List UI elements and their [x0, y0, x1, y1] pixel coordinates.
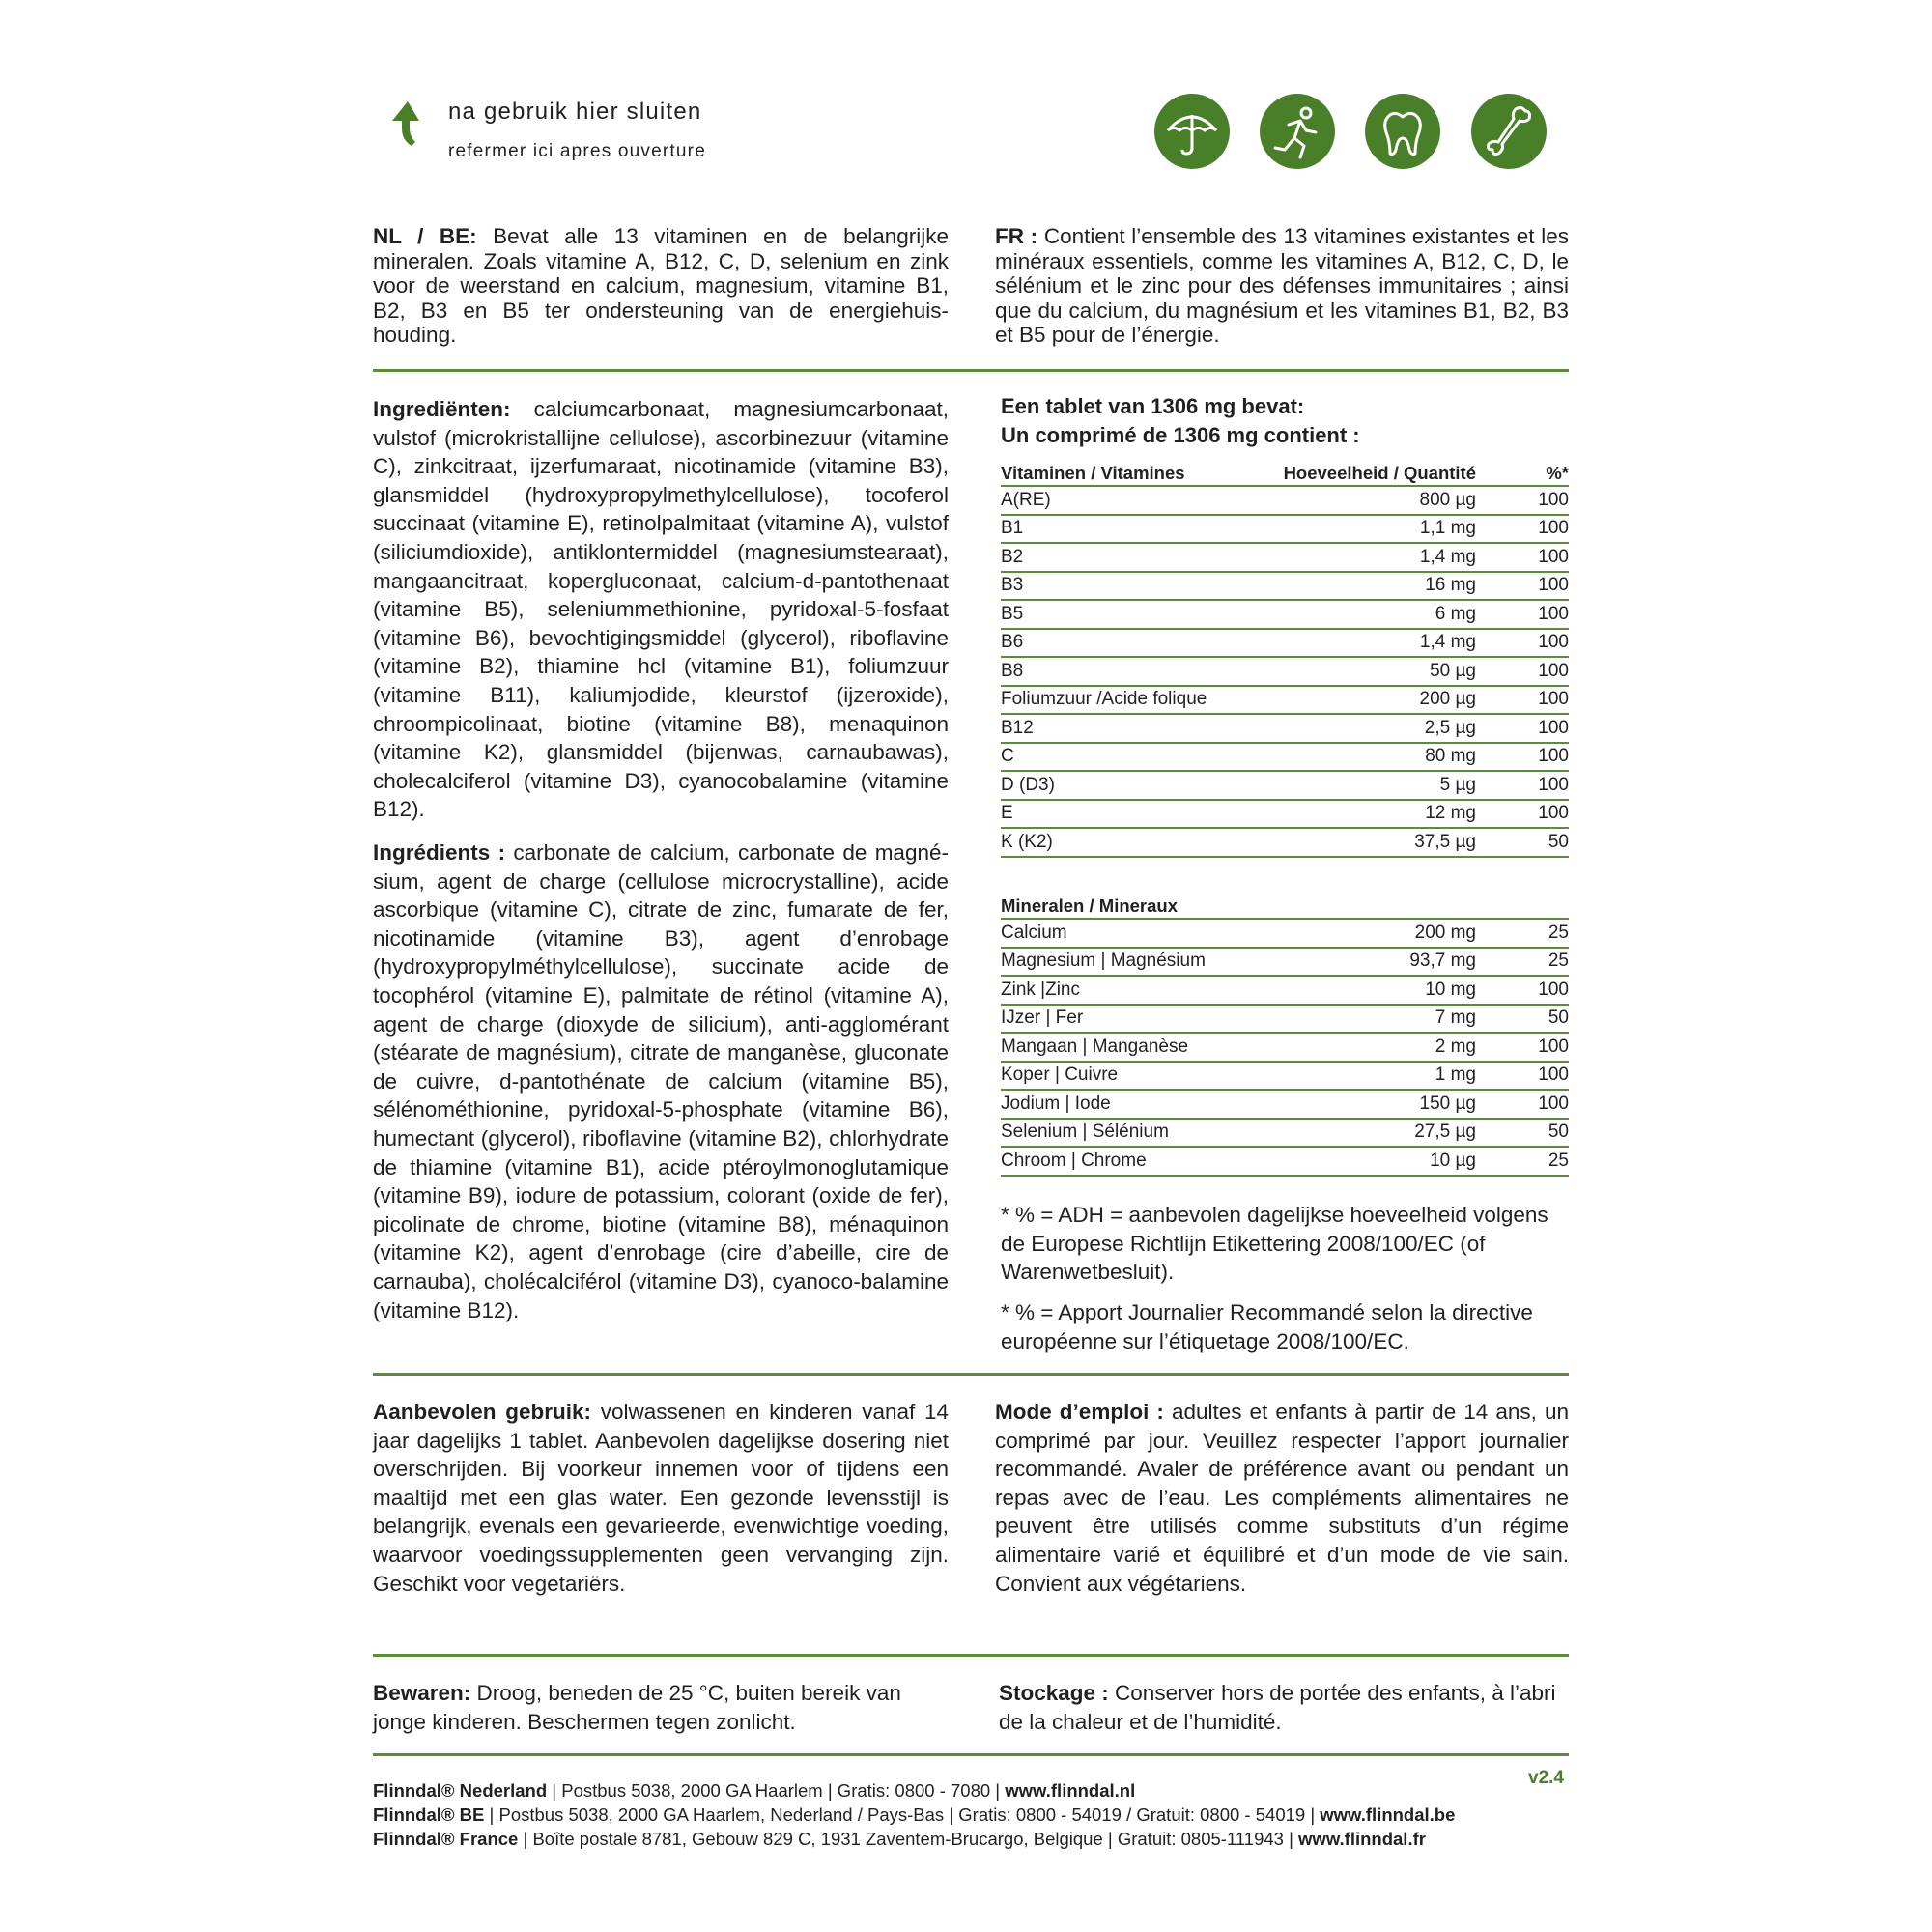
- nutrient-name: K (K2): [1001, 828, 1273, 857]
- nutrient-percent: 50: [1476, 1005, 1569, 1034]
- nutrient-quantity: 16 mg: [1273, 572, 1476, 601]
- minerals-col-percent: [1476, 895, 1569, 919]
- minerals-col-name: Mineralen / Mineraux: [1001, 895, 1273, 919]
- nutrition-heading-fr: Un comprimé de 1306 mg contient :: [1001, 423, 1360, 447]
- footnote-fr: * % = Apport Journalier Recommandé selon la directive européenne sur l’étiquetage 2008/100/EC.: [1001, 1300, 1533, 1353]
- footer-be: [373, 1803, 1455, 1827]
- storage-fr: [999, 1679, 1573, 1736]
- nutrient-quantity: 12 mg: [1273, 800, 1476, 829]
- nutrient-name: D (D3): [1001, 771, 1273, 800]
- storage-nl-label: Bewaren:: [373, 1681, 471, 1705]
- tooth-icon: [1365, 94, 1440, 169]
- nutrient-quantity: 6 mg: [1273, 600, 1476, 629]
- vitamins-col-name: Vitaminen / Vitamines: [1001, 462, 1273, 486]
- close-instruction-nl: na gebruik hier sluiten: [448, 99, 702, 125]
- nutrient-name: Chroom | Chrome: [1001, 1147, 1273, 1176]
- ingredients-nl-text: calciumcarbonaat, magnesiumcarbonaat, vulstof (microkristallijne cellulose), ascorbinezuur (vitamine C), zinkcitraat, ijzerfumaraat, nicotinamide (vitamine B3), glansmiddel (hydroxypropylmethylcellulose), tocoferol succinaat (vitamine E), retinolpalmitaat (vitamine A), vulstof (siliciumdioxide), antiklontermiddel (magnesiumstearaat), mangaancitraat, kopergluconaat, calcium-d-pantothenaat (vitamine B5), seleniummethionine, pyridoxal-5-fosfaat (vitamine B6), bevochtigingsmiddel (glycerol), riboflavine (vitamine B2), thiamine hcl (vitamine B1), foliumzuur (vitamine B11), kaliumjodide, kleurstof (ijzeroxide), chroompicolinaat, biotine (vitamine B8), menaquinon (vitamine K2), glansmiddel (bijenwas, carnaubawas), cholecalciferol (vitamine D3), cyanocobalamine (vitamine B12).: [373, 397, 949, 822]
- vitamin-row: [1001, 657, 1569, 686]
- nutrient-percent: 100: [1476, 515, 1569, 544]
- nutrient-name: Magnesium | Magnésium: [1001, 948, 1273, 977]
- nutrient-name: Selenium | Sélénium: [1001, 1119, 1273, 1148]
- nutrient-name: A(RE): [1001, 486, 1273, 515]
- vitamin-row: [1001, 543, 1569, 572]
- nutrient-quantity: 7 mg: [1273, 1005, 1476, 1034]
- nutrient-quantity: 2 mg: [1273, 1033, 1476, 1062]
- vitamins-col-percent: %*: [1476, 462, 1569, 486]
- nutrient-quantity: 50 µg: [1273, 657, 1476, 686]
- close-instruction-fr: refermer ici apres ouverture: [448, 141, 706, 161]
- storage-nl: [373, 1679, 949, 1736]
- footer-nl-brand: Flinndal® Nederland: [373, 1780, 548, 1801]
- vitamin-row: [1001, 572, 1569, 601]
- nutrient-name: Calcium: [1001, 919, 1273, 948]
- storage-fr-text: Conserver hors de portée des enfants, à l’abri de la chaleur et de l’humidité.: [999, 1681, 1556, 1734]
- vitamin-row: [1001, 600, 1569, 629]
- nutrient-percent: 100: [1476, 572, 1569, 601]
- intro-fr-text: Contient l’ensemble des 13 vitamines existantes et les minéraux essentiels, comme les vitamines A, B12, C, D, le sélénium et le zinc pour des défenses immunitaires ; ainsi que du calcium, du magnésium et les vitamines B1, B2, B3 et B5 pour de l’énergie.: [995, 224, 1569, 348]
- nutrient-quantity: 80 mg: [1273, 743, 1476, 772]
- footer-nl: [373, 1778, 1135, 1803]
- divider: [373, 1654, 1569, 1657]
- nutrient-percent: 100: [1476, 800, 1569, 829]
- nutrient-quantity: 2,5 µg: [1273, 714, 1476, 743]
- nutrient-percent: 100: [1476, 657, 1569, 686]
- nutrient-name: IJzer | Fer: [1001, 1005, 1273, 1034]
- mineral-row: [1001, 1090, 1569, 1119]
- nutrient-quantity: 27,5 µg: [1273, 1119, 1476, 1148]
- nutrient-percent: 25: [1476, 948, 1569, 977]
- nutrient-name: Foliumzuur /Acide folique: [1001, 686, 1273, 715]
- minerals-header-row: [1001, 895, 1569, 919]
- nutrient-percent: 100: [1476, 1033, 1569, 1062]
- nutrition-heading: [1001, 392, 1360, 450]
- footer-fr-brand: Flinndal® France: [373, 1829, 519, 1849]
- mineral-row: [1001, 976, 1569, 1005]
- nutrition-heading-nl: Een tablet van 1306 mg bevat:: [1001, 394, 1305, 418]
- ingredients-nl-label: Ingrediënten:: [373, 397, 511, 421]
- divider: [373, 369, 1569, 372]
- mineral-row: [1001, 1147, 1569, 1176]
- nutrient-name: B12: [1001, 714, 1273, 743]
- vitamins-header-row: [1001, 462, 1569, 486]
- ingredients-nl: [373, 395, 949, 824]
- footer-nl-website-link[interactable]: www.flinndal.nl: [1005, 1780, 1136, 1801]
- nutrient-percent: 25: [1476, 919, 1569, 948]
- minerals-col-quantity: [1273, 895, 1476, 919]
- footer-fr-website-link[interactable]: www.flinndal.fr: [1298, 1829, 1426, 1849]
- footer-nl-address: | Postbus 5038, 2000 GA Haarlem | Gratis: 0800 - 7080 |: [547, 1780, 1006, 1801]
- nutrient-name: B5: [1001, 600, 1273, 629]
- nutrient-percent: 100: [1476, 1090, 1569, 1119]
- nutrient-name: Mangaan | Manganèse: [1001, 1033, 1273, 1062]
- nutrient-percent: 50: [1476, 828, 1569, 857]
- footer-be-address: | Postbus 5038, 2000 GA Haarlem, Nederland / Pays-Bas | Gratis: 0800 - 54019 / Gratuit: 0800 - 54019 |: [484, 1804, 1321, 1825]
- usage-nl-label: Aanbevolen gebruik:: [373, 1400, 591, 1424]
- mineral-row: [1001, 1005, 1569, 1034]
- footer-be-brand: Flinndal® BE: [373, 1804, 485, 1825]
- running-person-icon: [1260, 94, 1335, 169]
- vitamin-row: [1001, 743, 1569, 772]
- nutrient-name: B6: [1001, 629, 1273, 658]
- nutrient-name: B8: [1001, 657, 1273, 686]
- nutrient-percent: 100: [1476, 714, 1569, 743]
- intro-fr-label: FR :: [995, 224, 1038, 248]
- nutrient-quantity: 1,1 mg: [1273, 515, 1476, 544]
- nutrient-percent: 100: [1476, 629, 1569, 658]
- vitamin-row: [1001, 828, 1569, 857]
- nutrient-quantity: 200 µg: [1273, 686, 1476, 715]
- nutrient-name: Zink |Zinc: [1001, 976, 1273, 1005]
- vitamin-row: [1001, 515, 1569, 544]
- intro-nl-text: Bevat alle 13 vitaminen en de belangrijke mineralen. Zoals vitamine A, B12, C, D, selenium en zink voor de weerstand en calcium, magnesium, vitamine B1, B2, B3 en B5 ter ondersteuning van de energiehuishouding.: [373, 224, 949, 348]
- vitamins-table: [1001, 462, 1569, 858]
- nutrient-percent: 100: [1476, 1062, 1569, 1091]
- nutrient-percent: 50: [1476, 1119, 1569, 1148]
- divider: [373, 1753, 1569, 1756]
- nutrient-name: B2: [1001, 543, 1273, 572]
- vitamin-row: [1001, 629, 1569, 658]
- ingredients-fr-text: carbonate de calcium, carbonate de magnésium, agent de charge (cellulose microcrystalline), acide ascorbique (vitamine C), citrate de zinc, fumarate de fer, nicotinamide (vitamine B3), agent d’enrobage (hydroxypropylméthylcellulose), succinate acide de tocophérol (vitamine E), palmitate de rétinol (vitamine A), agent de charge (dioxyde de silicium), anti-agglomérant (stéarate de magnésium), citrate de manganèse, gluconate de cuivre, d-pantothénate de calcium (vitamine B5), sélénométhionine, pyridoxal-5-phosphate (vitamine B6), humectant (glycerol), riboflavine (vitamine B2), chlorhydrate de thiamine (vitamine B1), acide ptéroylmonoglutamique (vitamine B9), iodure de potassium, colorant (oxide de fer), picolinate de chrome, biotine (vitamine B8), ménaquinon (vitamine K2), agent d’enrobage (cire d’abeille, cire de carnauba), cholécalciférol (vitamine D3), cyanoco-balamine (vitamine B12).: [373, 840, 949, 1322]
- nutrient-name: B1: [1001, 515, 1273, 544]
- footer-be-website-link[interactable]: www.flinndal.be: [1320, 1804, 1456, 1825]
- footer-fr: [373, 1827, 1426, 1851]
- nutrient-percent: 100: [1476, 743, 1569, 772]
- ingredients-fr-label: Ingrédients :: [373, 840, 506, 865]
- vitamins-col-quantity: Hoeveelheid / Quantité: [1273, 462, 1476, 486]
- vitamin-row: [1001, 714, 1569, 743]
- usage-fr-text: adultes et enfants à partir de 14 ans, un comprimé par jour. Veuillez respecter l’apport journalier recommandé. Avaler de préférence avant ou pendant un repas avec de l’eau. Les compléments alimentaires ne peuvent être utilisés comme substituts d’un régime alimentaire varié et équilibré et d’un mode de vie sain. Convient aux végétariens.: [995, 1400, 1569, 1596]
- nutrient-quantity: 1,4 mg: [1273, 543, 1476, 572]
- arrow-up-icon: [390, 99, 425, 148]
- umbrella-icon: [1154, 94, 1230, 169]
- nutrient-quantity: 10 µg: [1273, 1147, 1476, 1176]
- nutrient-quantity: 1,4 mg: [1273, 629, 1476, 658]
- nutrient-name: Koper | Cuivre: [1001, 1062, 1273, 1091]
- storage-fr-label: Stockage :: [999, 1681, 1109, 1705]
- nutrient-name: B3: [1001, 572, 1273, 601]
- usage-fr: [995, 1398, 1569, 1598]
- mineral-row: [1001, 1119, 1569, 1148]
- nutrient-percent: 100: [1476, 486, 1569, 515]
- nutrient-name: E: [1001, 800, 1273, 829]
- vitamin-row: [1001, 686, 1569, 715]
- nutrient-percent: 100: [1476, 976, 1569, 1005]
- nutrient-percent: 100: [1476, 543, 1569, 572]
- divider: [373, 1373, 1569, 1376]
- nutrient-percent: 100: [1476, 771, 1569, 800]
- mineral-row: [1001, 1033, 1569, 1062]
- nutrient-quantity: 37,5 µg: [1273, 828, 1476, 857]
- mineral-row: [1001, 919, 1569, 948]
- nutrient-quantity: 150 µg: [1273, 1090, 1476, 1119]
- nutrient-name: Jodium | Iode: [1001, 1090, 1273, 1119]
- nutrient-quantity: 10 mg: [1273, 976, 1476, 1005]
- vitamin-row: [1001, 800, 1569, 829]
- mineral-row: [1001, 1062, 1569, 1091]
- footnote-nl: * % = ADH = aanbevolen dagelijkse hoeveelheid volgens de Europese Richtlijn Etikettering 2008/100/EC (of Warenwetbesluit).: [1001, 1203, 1548, 1285]
- nutrient-percent: 100: [1476, 600, 1569, 629]
- version-label: v2.4: [1528, 1768, 1564, 1788]
- minerals-table: [1001, 895, 1569, 1177]
- vitamin-row: [1001, 771, 1569, 800]
- usage-fr-label: Mode d’emploi :: [995, 1400, 1164, 1424]
- nutrient-quantity: 1 mg: [1273, 1062, 1476, 1091]
- usage-nl: [373, 1398, 949, 1598]
- intro-nl: [373, 224, 949, 348]
- intro-nl-label: NL / BE:: [373, 224, 477, 248]
- nutrient-percent: 100: [1476, 686, 1569, 715]
- nutrient-name: C: [1001, 743, 1273, 772]
- footer-fr-address: | Boîte postale 8781, Gebouw 829 C, 1931 Zaventem-Brucargo, Belgique | Gratuit: 0805-111943 |: [518, 1829, 1299, 1849]
- bone-icon: [1471, 94, 1547, 169]
- nutrient-quantity: 800 µg: [1273, 486, 1476, 515]
- nutrient-quantity: 93,7 mg: [1273, 948, 1476, 977]
- nutrient-percent: 25: [1476, 1147, 1569, 1176]
- ingredients-fr: [373, 838, 949, 1324]
- vitamin-row: [1001, 486, 1569, 515]
- usage-nl-text: volwassenen en kinderen vanaf 14 jaar dagelijks 1 tablet. Aanbevolen dagelijkse dosering niet overschrijden. Bij voorkeur innemen voor of tijdens een maaltijd met een glas water. Een gezonde levensstijl is belangrijk, evenals een gevarieerde, evenwichtige voeding, waarvoor voedingssupplementen geen vervanging zijn. Geschikt voor vegetariërs.: [373, 1400, 949, 1596]
- storage-nl-text: Droog, beneden de 25 °C, buiten bereik van jonge kinderen. Beschermen tegen zonlicht.: [373, 1681, 901, 1734]
- nutrient-quantity: 5 µg: [1273, 771, 1476, 800]
- nutrient-quantity: 200 mg: [1273, 919, 1476, 948]
- intro-fr: [995, 224, 1569, 348]
- mineral-row: [1001, 948, 1569, 977]
